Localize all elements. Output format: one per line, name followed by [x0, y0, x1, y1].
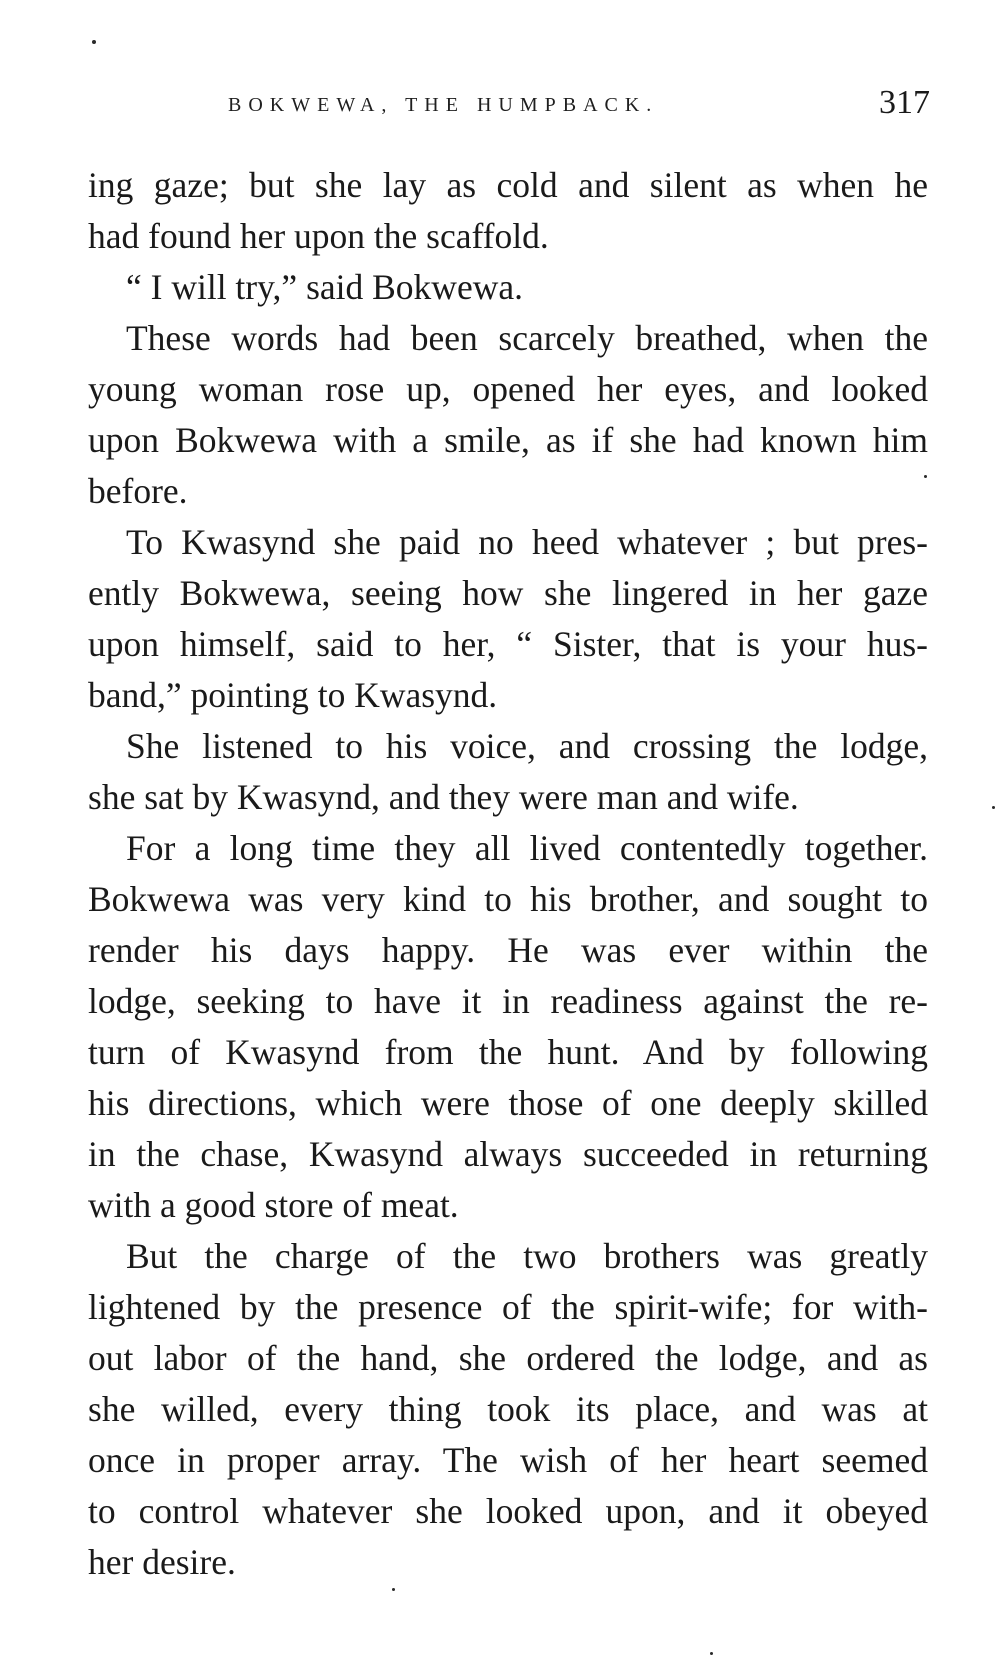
text-line: out labor of the hand, she ordered the lodge, and as: [88, 1338, 928, 1378]
text-line: young woman rose up, opened her eyes, and looked: [88, 369, 928, 409]
page-number: 317: [879, 84, 930, 121]
text-line: her desire.: [88, 1542, 236, 1582]
text-line: before.: [88, 471, 188, 511]
text-line: Bokwewa was very kind to his brother, and sought to: [88, 879, 928, 919]
text-line: She listened to his voice, and crossing the lodge,: [126, 726, 928, 766]
text-line: ently Bokwewa, seeing how she lingered in her gaze: [88, 573, 928, 613]
text-line: upon Bokwewa with a smile, as if she had known him: [88, 420, 928, 460]
running-title: BOKWEWA, THE HUMPBACK.: [228, 94, 659, 116]
text-line: lodge, seeking to have it in readiness against the re-: [88, 981, 928, 1021]
text-line: to control whatever she looked upon, and it obeyed: [88, 1491, 928, 1531]
ink-speck: [992, 806, 995, 809]
text-line: lightened by the presence of the spirit-wife; for with-: [88, 1287, 928, 1327]
running-head: [88, 84, 930, 134]
text-line: These words had been scarcely breathed, when the: [126, 318, 928, 358]
text-line: had found her upon the scaffold.: [88, 216, 549, 256]
text-line: upon himself, said to her, “ Sister, that is your hus-: [88, 624, 928, 664]
text-line: ing gaze; but she lay as cold and silent as when he: [88, 165, 928, 205]
text-line: band,” pointing to Kwasynd.: [88, 675, 498, 715]
text-line: with a good store of meat.: [88, 1185, 459, 1225]
body-text: [88, 160, 928, 1588]
ink-speck: [924, 475, 927, 478]
text-line: render his days happy. He was ever within the: [88, 930, 928, 970]
text-line: she sat by Kwasynd, and they were man and wife.: [88, 777, 799, 817]
text-line: “ I will try,” said Bokwewa.: [126, 267, 523, 307]
text-line: To Kwasynd she paid no heed whatever ; but pres-: [126, 522, 928, 562]
text-line: in the chase, Kwasynd always succeeded in returning: [88, 1134, 928, 1174]
text-line: But the charge of the two brothers was greatly: [126, 1236, 928, 1276]
ink-speck: [710, 1652, 713, 1655]
ink-speck: [92, 40, 96, 44]
ink-speck: [392, 1588, 395, 1591]
text-line: For a long time they all lived contentedly together.: [126, 828, 928, 868]
text-line: she willed, every thing took its place, and was at: [88, 1389, 928, 1429]
text-line: his directions, which were those of one deeply skilled: [88, 1083, 928, 1123]
text-line: turn of Kwasynd from the hunt. And by following: [88, 1032, 928, 1072]
text-line: once in proper array. The wish of her heart seemed: [88, 1440, 928, 1480]
